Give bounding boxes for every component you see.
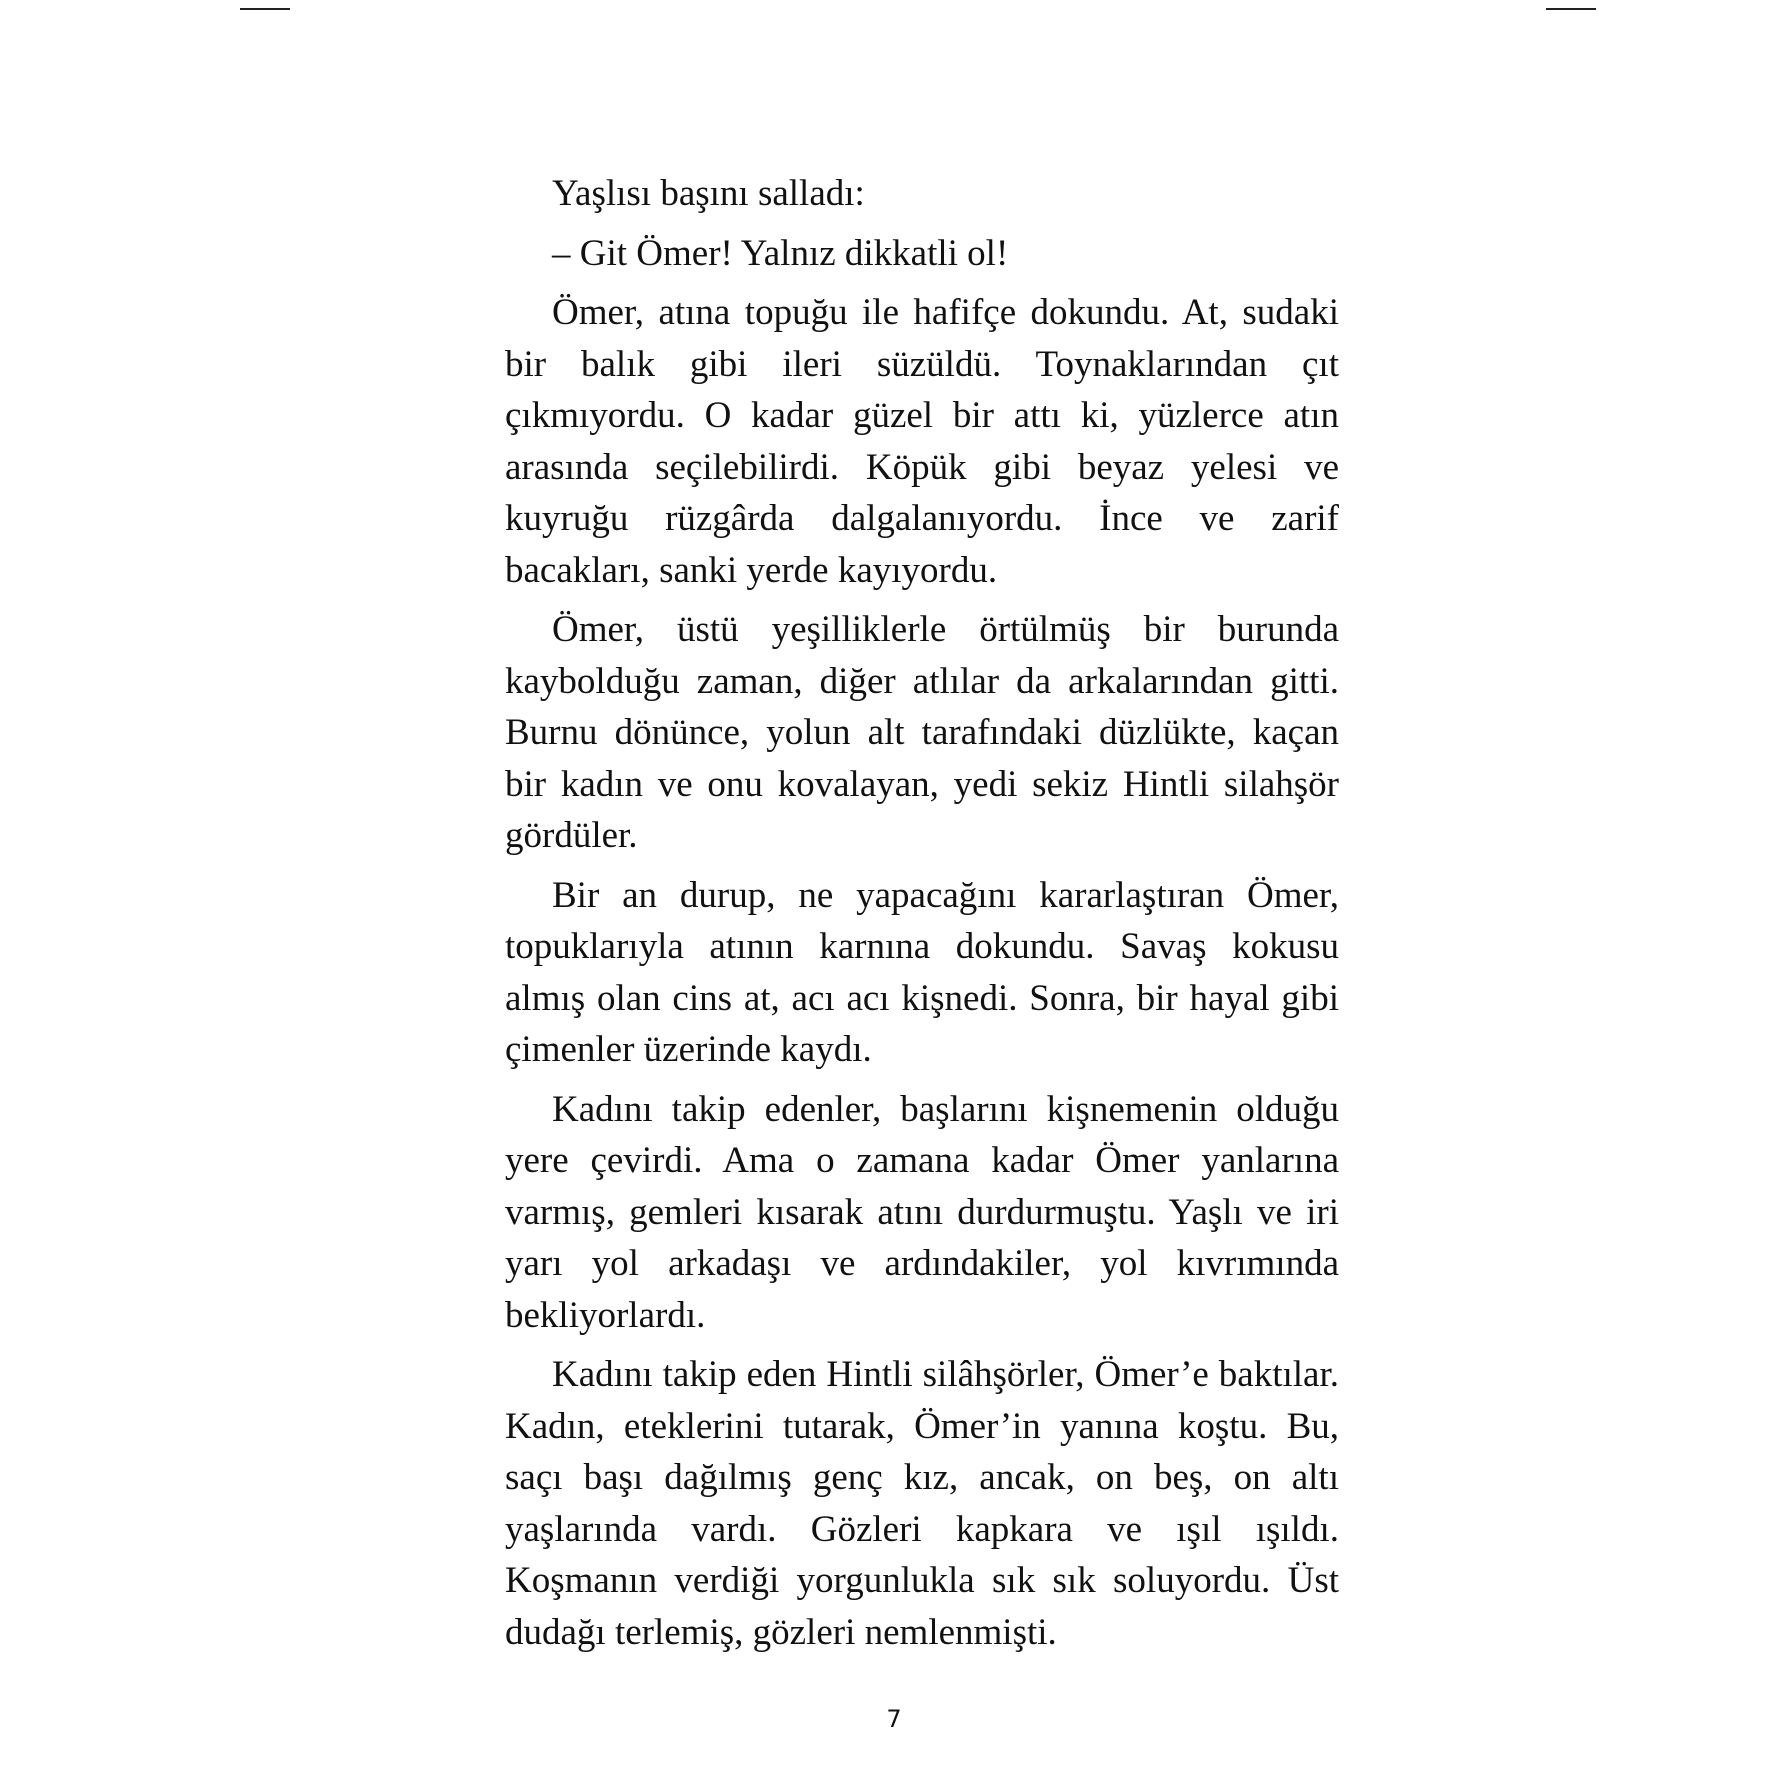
paragraph-4: Ömer, üstü yeşilliklerle örtülmüş bir burunda kaybolduğu zaman, diğer atlılar da arkalarından gitti. Burnu dönünce, yolun alt tarafındaki düzlükte, kaçan bir kadın ve onu kovalayan, yedi sekiz Hintli silahşör gördüler.: [505, 609, 1339, 856]
paragraph-6: Kadını takip edenler, başlarını kişnemenin olduğu yere çevirdi. Ama o zamana kadar Ömer yanlarına varmış, gemleri kısarak atını durdurmuştu. Yaşlı ve iri yarı yol arkadaşı ve ardındakiler, yol kıvrımında bekliyorlardı.: [505, 1088, 1339, 1336]
paragraph-7: Kadını takip eden Hintli silâhşörler, Ömer’e baktılar. Kadın, eteklerini tutarak, Ömer’in yanına koştu. Bu, saçı başı dağılmış genç kız, ancak, on beş, on altı yaşlarında vardı. Gözleri kapkara ve ışıl ışıldı. Koşmanın verdiği yorgunlukla sık sık soluyordu. Üst dudağı terlemiş, gözleri nemlenmişti.: [505, 1354, 1339, 1653]
paragraph-5: Bir an durup, ne yapacağını kararlaştıran Ömer, topuklarıyla atının karnına dokundu. Savaş kokusu almış olan cins at, acı acı kişnedi. Sonra, bir hayal gibi çimenler üzerinde kaydı.: [505, 874, 1339, 1070]
paragraph-2: – Git Ömer! Yalnız dikkatli ol!: [552, 232, 1009, 274]
body-text: [505, 168, 1339, 1666]
paragraph-1: Yaşlısı başını salladı:: [552, 173, 865, 214]
crop-mark-left: [240, 8, 290, 10]
page-number: 7: [886, 1705, 902, 1733]
paragraph-3: Ömer, atına topuğu ile hafifçe dokundu. At, sudaki bir balık gibi ileri süzüldü. Toynaklarından çıt çıkmıyordu. O kadar güzel bir attı ki, yüzlerce atın arasında seçilebilirdi. Köpük gibi beyaz yelesi ve kuyruğu rüzgârda dalgalanıyordu. İnce ve zarif bacakları, sanki yerde kayıyordu.: [505, 292, 1339, 591]
crop-mark-right: [1546, 8, 1596, 10]
